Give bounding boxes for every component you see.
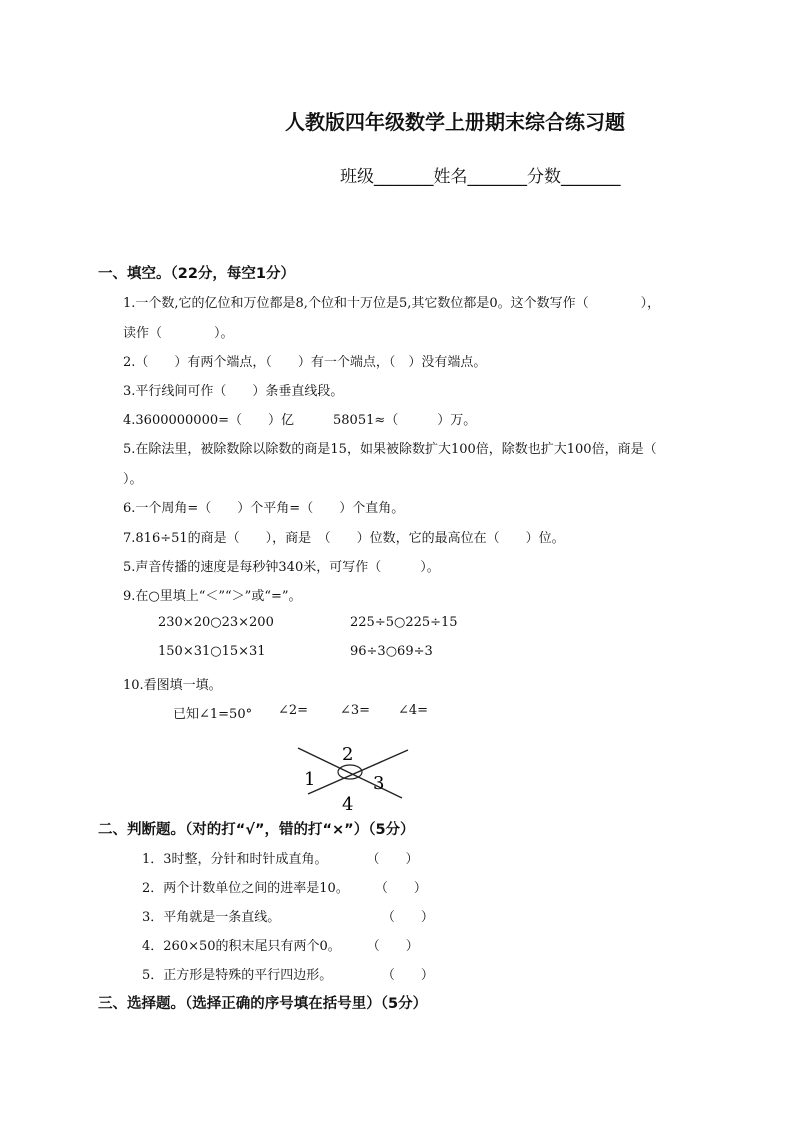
question-7: 7.816÷51的商是（ ），商是 （ ）位数，它的最高位在（ ）位。 [123, 531, 565, 546]
section1-heading: 一、填空。（22分，每空1分） [98, 266, 296, 282]
angle-4-blank: ∠4= [398, 703, 429, 718]
section3-heading: 三、选择题。（选择正确的序号填在括号里）（5分） [98, 996, 428, 1012]
question-6: 6.一个周角=（ ）个平角=（ ）个直角。 [123, 501, 405, 516]
line-b [308, 750, 408, 794]
question-3: 3.平行线间可作（ ）条垂直线段。 [123, 384, 344, 399]
question-5-line1: 5.在除法里，被除数除以除数的商是15，如果被除数扩大100倍，除数也扩大100倍，商是（ [123, 442, 657, 457]
figure-label-1: 1 [304, 769, 316, 790]
angle-3-blank: ∠3= [340, 703, 371, 718]
figure-label-3: 3 [373, 773, 385, 794]
question-4: 4.3600000000=（ ）亿 58051≈（ ）万。 [123, 413, 477, 428]
compare-item: 230×20○23×200 [158, 615, 274, 630]
angle-2-blank: ∠2= [278, 703, 309, 718]
figure-label-2: 2 [342, 744, 354, 765]
question-1-line1: 1.一个数,它的亿位和万位都是8,个位和十万位是5,其它数位都是0。这个数写作（ ）， [123, 296, 661, 311]
question-8: 5.声音传播的速度是每秒钟340米，可写作（ ）。 [123, 560, 440, 575]
intersecting-lines-figure [290, 738, 420, 816]
compare-item: 96÷3○69÷3 [350, 644, 433, 659]
compare-item: 150×31○15×31 [158, 644, 266, 659]
page-title: 人教版四年级数学上册期末综合练习题 [285, 110, 625, 134]
judgment-item-5: 5．正方形是特殊的平行四边形。 （ ） [142, 968, 434, 983]
judgment-item-1: 1．3时整，分针和时针成直角。 （ ） [142, 852, 419, 867]
judgment-item-3: 3．平角就是一条直线。 （ ） [142, 910, 434, 925]
student-info-line: 班级_______姓名_______分数_______ [340, 167, 621, 187]
angle-1-given: 已知∠1=50° [173, 707, 253, 722]
section2-heading: 二、判断题。（对的打“√”，错的打“×”）（5分） [98, 822, 415, 838]
question-9: 9.在○里填上“＜”“＞”或“=”。 [123, 589, 302, 604]
question-1-line2: 读作（ ）。 [123, 326, 234, 341]
question-2: 2.（ ）有两个端点，（ ）有一个端点，（ ）没有端点。 [123, 355, 487, 370]
question-10: 10.看图填一填。 [123, 678, 222, 693]
figure-label-4: 4 [342, 794, 354, 815]
question-5-line2: ）。 [123, 472, 143, 487]
judgment-item-2: 2．两个计数单位之间的进率是10。 （ ） [142, 881, 427, 896]
judgment-item-4: 4．260×50的积末尾只有两个0。 （ ） [142, 939, 419, 954]
compare-item: 225÷5○225÷15 [350, 615, 458, 630]
